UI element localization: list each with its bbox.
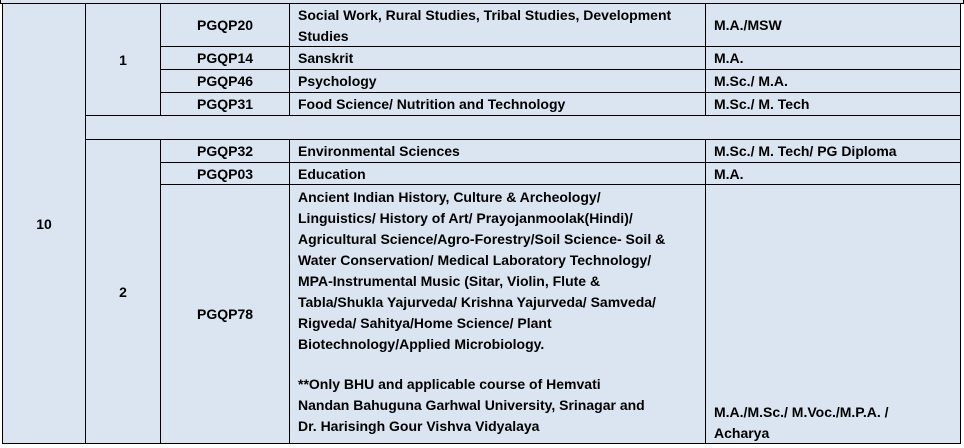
table-row-subject: Education	[289, 162, 706, 185]
table-row-degree: M.Sc./ M. Tech/ PG Diploma	[705, 139, 961, 163]
slot-number: 1	[119, 51, 127, 68]
table-row-code: PGQP31	[160, 92, 290, 116]
table-row-code: PGQP78	[160, 184, 290, 444]
table-row-subject: Sanskrit	[289, 46, 706, 70]
table-row-subject	[289, 184, 706, 444]
slot-number: 2	[119, 283, 127, 300]
subject-list: Ancient Indian History, Culture & Archeology/ Linguistics/ History of Art/ Prayojanmoolak(Hindi)/ Agricultural Science/Agro-Forestry/Soil Science- Soil & Water Conservation/ Medical Laboratory Technology/ MPA-Instrumental Music (Sitar, Violin, Flute & Tabla/Shukla Yajurveda/ Krishna Yajurveda/ Samveda/ Rigveda/ Sahitya/Home Science/ Plant Biotechnology/Applied Microbiology.	[298, 189, 666, 352]
table-row-degree: M.A./M.Sc./ M.Voc./M.P.A. / Acharya	[705, 184, 961, 444]
table-row-degree: M.Sc./ M. Tech	[705, 92, 961, 116]
table-row-degree: M.Sc./ M.A.	[705, 69, 961, 93]
table-row-degree: M.A./MSW	[705, 3, 961, 47]
table-row-code: PGQP46	[160, 69, 290, 93]
table-row-code: PGQP03	[160, 162, 290, 185]
group-number: 10	[36, 215, 52, 232]
table-row-code: PGQP20	[160, 3, 290, 47]
group-number-cell	[2, 3, 86, 444]
slot-1-cell	[85, 3, 161, 116]
separator-row	[85, 115, 961, 140]
table-row-degree: M.A.	[705, 162, 961, 185]
slot-2-cell	[85, 139, 161, 444]
table-row-subject: Social Work, Rural Studies, Tribal Studies, Development Studies	[289, 3, 706, 47]
table-row-subject: Environmental Sciences	[289, 139, 706, 163]
table-row-degree: M.A.	[705, 46, 961, 70]
note: **Only BHU and applicable course of Hemvati Nandan Bahuguna Garhwal University, Srinagar and Dr. Harisingh Gour Vishva Vidyalaya	[298, 376, 645, 434]
table-row-code: PGQP14	[160, 46, 290, 70]
table-row-code: PGQP32	[160, 139, 290, 163]
table-row-subject: Food Science/ Nutrition and Technology	[289, 92, 706, 116]
table-row-subject: Psychology	[289, 69, 706, 93]
